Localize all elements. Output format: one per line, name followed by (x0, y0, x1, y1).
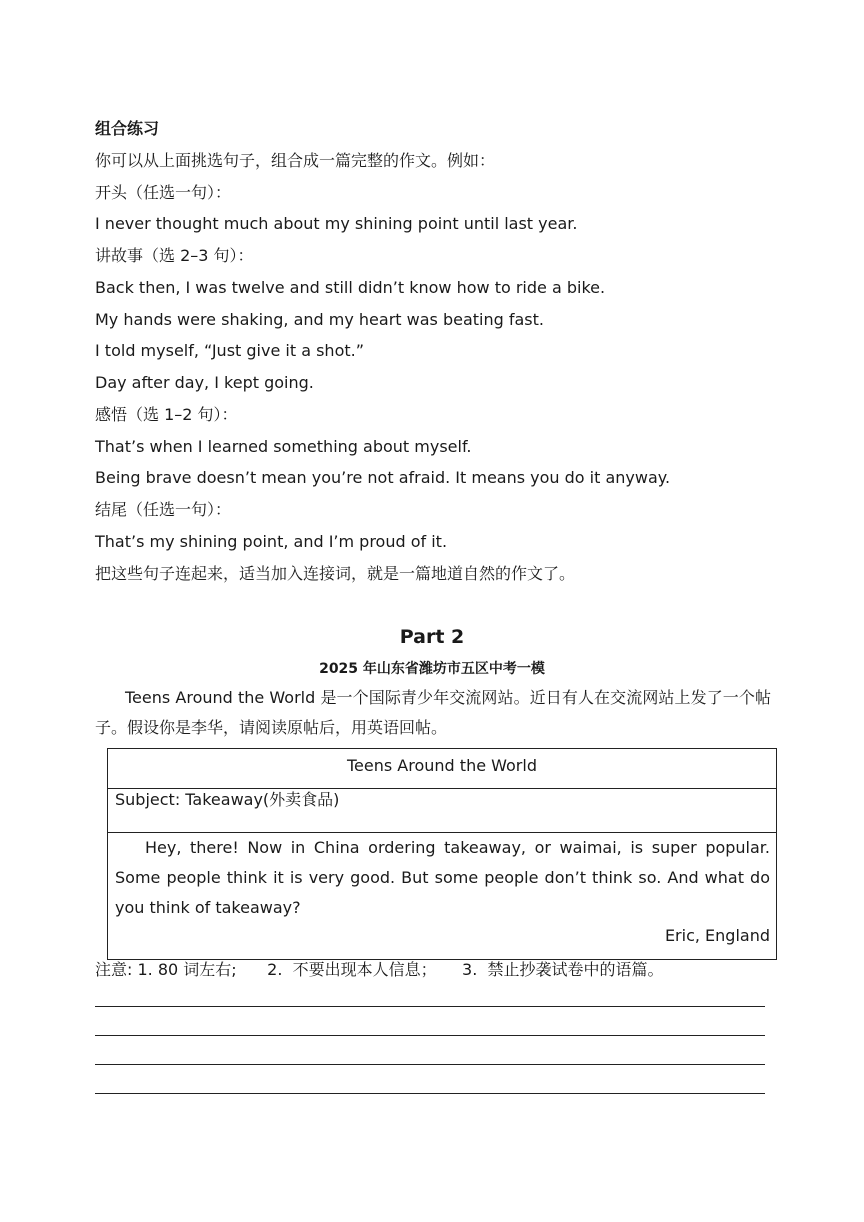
section-heading: 组合练习 (95, 119, 160, 138)
reflection-sentence: That’s when I learned something about myself. (95, 437, 472, 456)
ending-label: 结尾（任选一句）： (95, 500, 232, 519)
part-title: Part 2 (399, 626, 465, 648)
story-sentence: I told myself, “Just give it a shot.” (95, 341, 364, 360)
forum-post (107, 748, 777, 960)
story-sentence: My hands were shaking, and my heart was beating fast. (95, 310, 544, 329)
post-signature: Eric, England (664, 926, 770, 945)
answer-line[interactable] (95, 1035, 765, 1036)
post-subject: Subject: Takeaway(外卖食品) (108, 789, 776, 833)
closing-note: 把这些句子连起来，适当加入连接词，就是一篇地道自然的作文了。 (95, 564, 576, 583)
section-intro: 你可以从上面挑选句子，组合成一篇完整的作文。例如： (95, 151, 496, 170)
task-intro: Teens Around the World 是一个国际青少年交流网站。近日有人在交流网站上发了一个帖子。假设你是李华，请阅读原帖后，用英语回帖。 (95, 688, 771, 737)
reflection-sentence: Being brave doesn’t mean you’re not afraid. It means you do it anyway. (95, 468, 671, 487)
opening-sentence: I never thought much about my shining point until last year. (95, 214, 578, 233)
story-sentence: Day after day, I kept going. (95, 373, 314, 392)
answer-line[interactable] (95, 1006, 765, 1007)
story-label: 讲故事（选 2–3 句）： (95, 246, 254, 265)
answer-line[interactable] (95, 1093, 765, 1094)
ending-sentence: That’s my shining point, and I’m proud of it. (95, 532, 448, 551)
post-site-name: Teens Around the World (108, 749, 776, 789)
answer-line[interactable] (95, 1064, 765, 1065)
reflection-label: 感悟（选 1–2 句）： (95, 405, 238, 424)
opening-label: 开头（任选一句）： (95, 183, 232, 202)
exam-subtitle: 2025 年山东省潍坊市五区中考一模 (319, 661, 545, 677)
story-sentence: Back then, I was twelve and still didn’t know how to ride a bike. (95, 278, 606, 297)
writing-notes: 注意: 1. 80 词左右; 2. 不要出现本人信息； 3. 禁止抄袭试卷中的语篇。 (95, 960, 664, 979)
post-body: Hey, there! Now in China ordering takeaway, or waimai, is super popular. Some people think it is very good. But some people don’t think so. And what do you think of takeaway? (115, 838, 770, 917)
